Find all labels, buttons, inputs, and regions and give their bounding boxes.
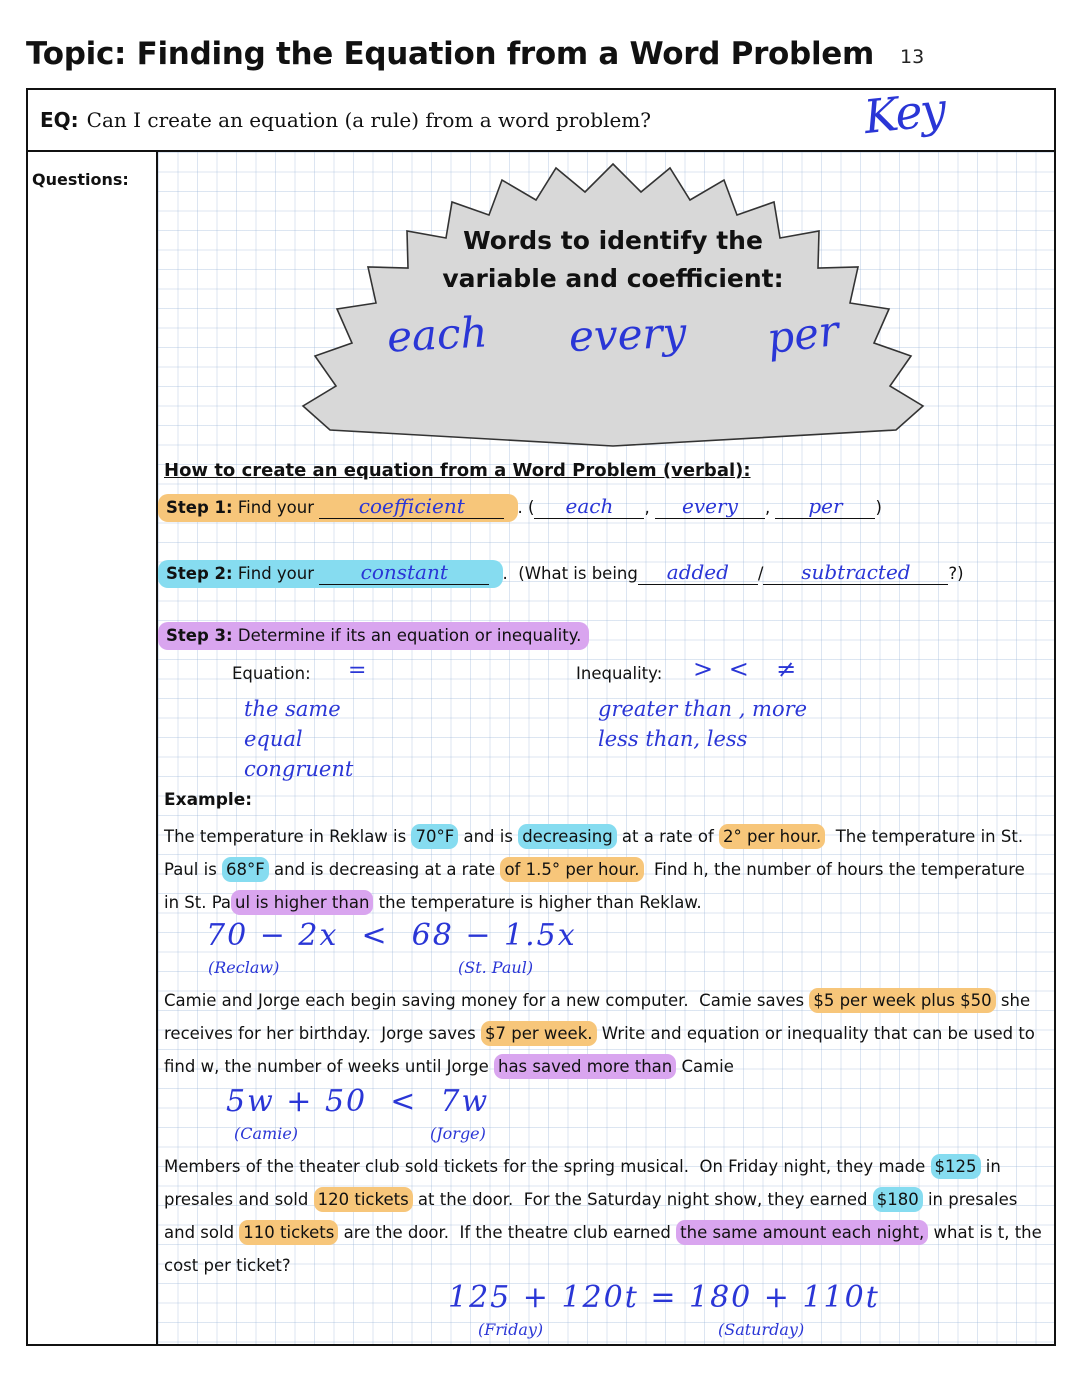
questions-label: Questions: bbox=[32, 170, 129, 189]
howto-heading: How to create an equation from a Word Problem (verbal): bbox=[164, 460, 751, 481]
step-3-label: Step 3: bbox=[166, 626, 233, 645]
step-1-blank-per: per bbox=[775, 494, 875, 519]
p1-t2: and is bbox=[458, 827, 519, 846]
p1-h3: 2° per hour. bbox=[719, 824, 825, 849]
p1-t4: The temperature in St. Paul is bbox=[164, 827, 1029, 879]
step-1-label: Step 1: bbox=[166, 498, 233, 517]
p3-h5: the same amount each night, bbox=[676, 1220, 928, 1245]
p3-h1: $125 bbox=[931, 1154, 981, 1179]
p3-work-label-right: (Saturday) bbox=[718, 1320, 805, 1339]
p1-work-label-right: (St. Paul) bbox=[458, 958, 534, 977]
comma-2: , bbox=[764, 498, 776, 517]
problem-1-work bbox=[206, 918, 577, 953]
problem-1-text bbox=[164, 820, 1044, 919]
title-row bbox=[26, 36, 1056, 72]
p1-h6: ul is higher than bbox=[231, 890, 373, 915]
step-1-blank-every: every bbox=[655, 494, 765, 519]
p1-t5: and is decreasing at a rate bbox=[268, 860, 501, 879]
step-1-highlight bbox=[158, 494, 518, 522]
p3-t5: are the door. If the theatre club earned bbox=[338, 1223, 677, 1242]
worksheet-body bbox=[28, 152, 1054, 1344]
step-2-after: . (What is being bbox=[502, 564, 638, 583]
step-3-highlight bbox=[158, 622, 589, 650]
notes-content bbox=[158, 152, 1054, 1344]
problem-3-text bbox=[164, 1150, 1049, 1282]
p3-work-equation: 125 + 120t = 180 + 110t bbox=[448, 1280, 880, 1315]
step-2-highlight bbox=[158, 560, 503, 588]
page-number: 13 bbox=[900, 46, 925, 68]
p1-work-equation: 70 − 2x < 68 − 1.5x bbox=[206, 918, 577, 953]
starburst-text bbox=[178, 222, 1048, 297]
step-2-text: Find your bbox=[237, 564, 315, 583]
starburst-handwriting bbox=[178, 305, 1048, 364]
step-2-blank-subtracted: subtracted bbox=[763, 560, 948, 585]
p2-work-label-right: (Jorge) bbox=[430, 1124, 486, 1143]
inequality-label: Inequality: bbox=[576, 664, 663, 683]
p1-t3: at a rate of bbox=[616, 827, 720, 846]
inequality-symbols: > < ≠ bbox=[693, 655, 801, 683]
p3-t2: in presales and sold bbox=[164, 1157, 1007, 1209]
p2-h3: has saved more than bbox=[494, 1054, 676, 1079]
step-2-row bbox=[158, 560, 964, 585]
p1-h1: 70°F bbox=[411, 824, 458, 849]
inequality-word-2: less than, less bbox=[598, 727, 748, 751]
step-2-slash: / bbox=[757, 564, 764, 583]
eq-question: Can I create an equation (a rule) from a word problem? bbox=[86, 108, 651, 132]
p2-t4: Camie bbox=[676, 1057, 734, 1076]
step-2-answer: constant bbox=[319, 560, 489, 585]
equation-label: Equation: bbox=[232, 664, 311, 683]
step-3-text: Determine if its an equation or inequality. bbox=[237, 626, 582, 645]
step-1-row bbox=[158, 494, 882, 519]
p3-t6: what is t, the cost per ticket? bbox=[164, 1223, 1048, 1275]
comma-1: , bbox=[644, 498, 655, 517]
starburst-shape bbox=[178, 160, 1048, 450]
step-1-text: Find your bbox=[237, 498, 315, 517]
p3-t4: in presales and sold bbox=[164, 1190, 1023, 1242]
p2-work-equation: 5w + 50 < 7w bbox=[226, 1084, 490, 1119]
p1-h2: decreasing bbox=[518, 824, 617, 849]
p1-t6: Find h, the number of hours the temperature in St. Pa bbox=[164, 860, 1031, 912]
equation-word-2: equal bbox=[244, 727, 303, 751]
p3-h2: 120 tickets bbox=[314, 1187, 413, 1212]
p2-h2: $7 per week. bbox=[481, 1021, 597, 1046]
essential-question-row bbox=[28, 81, 1054, 152]
p2-h1: $5 per week plus $50 bbox=[809, 988, 995, 1013]
p1-work-label-left: (Reclaw) bbox=[208, 958, 280, 977]
p1-h4: 68°F bbox=[222, 857, 269, 882]
p3-h3: $180 bbox=[873, 1187, 923, 1212]
p2-t3: Write and equation or inequality that can be used to find w, the number of weeks until Jorge bbox=[164, 1024, 1041, 1076]
step-3-row bbox=[158, 626, 589, 645]
handwritten-every: every bbox=[567, 307, 687, 362]
step-1-blank-each: each bbox=[534, 494, 644, 519]
step-1-answer: coefficient bbox=[319, 494, 504, 519]
step-2-close: ?) bbox=[948, 564, 964, 583]
starburst-callout bbox=[178, 160, 1048, 450]
example-heading: Example: bbox=[164, 790, 253, 810]
problem-3-work bbox=[448, 1280, 880, 1315]
handwritten-each: each bbox=[385, 307, 489, 362]
handwritten-per: per bbox=[764, 305, 842, 364]
step-2-label: Step 2: bbox=[166, 564, 233, 583]
starburst-line-1: Words to identify the bbox=[463, 226, 763, 255]
step-1-close: ) bbox=[875, 498, 882, 517]
p1-t7: the temperature is higher than Reklaw. bbox=[373, 893, 702, 912]
p2-t2: she receives for her birthday. Jorge saves bbox=[164, 991, 1036, 1043]
p2-work-label-left: (Camie) bbox=[234, 1124, 299, 1143]
eq-label: EQ: bbox=[40, 108, 79, 132]
step-1-after: . ( bbox=[517, 498, 535, 517]
p3-h4: 110 tickets bbox=[239, 1220, 338, 1245]
equation-word-3: congruent bbox=[244, 757, 354, 781]
inequality-word-1: greater than , more bbox=[598, 697, 808, 721]
questions-column bbox=[28, 152, 158, 1344]
p3-work-label-left: (Friday) bbox=[478, 1320, 544, 1339]
step-2-blank-added: added bbox=[638, 560, 758, 585]
problem-2-work bbox=[226, 1084, 489, 1119]
p2-t1: Camie and Jorge each begin saving money for a new computer. Camie saves bbox=[164, 991, 810, 1010]
problem-2-text bbox=[164, 984, 1044, 1083]
starburst-line-2: variable and coefficient: bbox=[442, 263, 784, 293]
equation-word-1: the same bbox=[244, 697, 341, 721]
p3-t1: Members of the theater club sold tickets for the spring musical. On Friday night, they made bbox=[164, 1157, 931, 1176]
p1-h5: of 1.5° per hour. bbox=[500, 857, 643, 882]
key-annotation: Key bbox=[861, 81, 947, 145]
p3-t3: at the door. For the Saturday night show, they earned bbox=[412, 1190, 873, 1209]
p1-t1: The temperature in Reklaw is bbox=[164, 827, 412, 846]
equation-symbol: = bbox=[348, 658, 367, 683]
page-title: Topic: Finding the Equation from a Word Problem bbox=[26, 36, 874, 72]
worksheet-box bbox=[26, 81, 1056, 1346]
